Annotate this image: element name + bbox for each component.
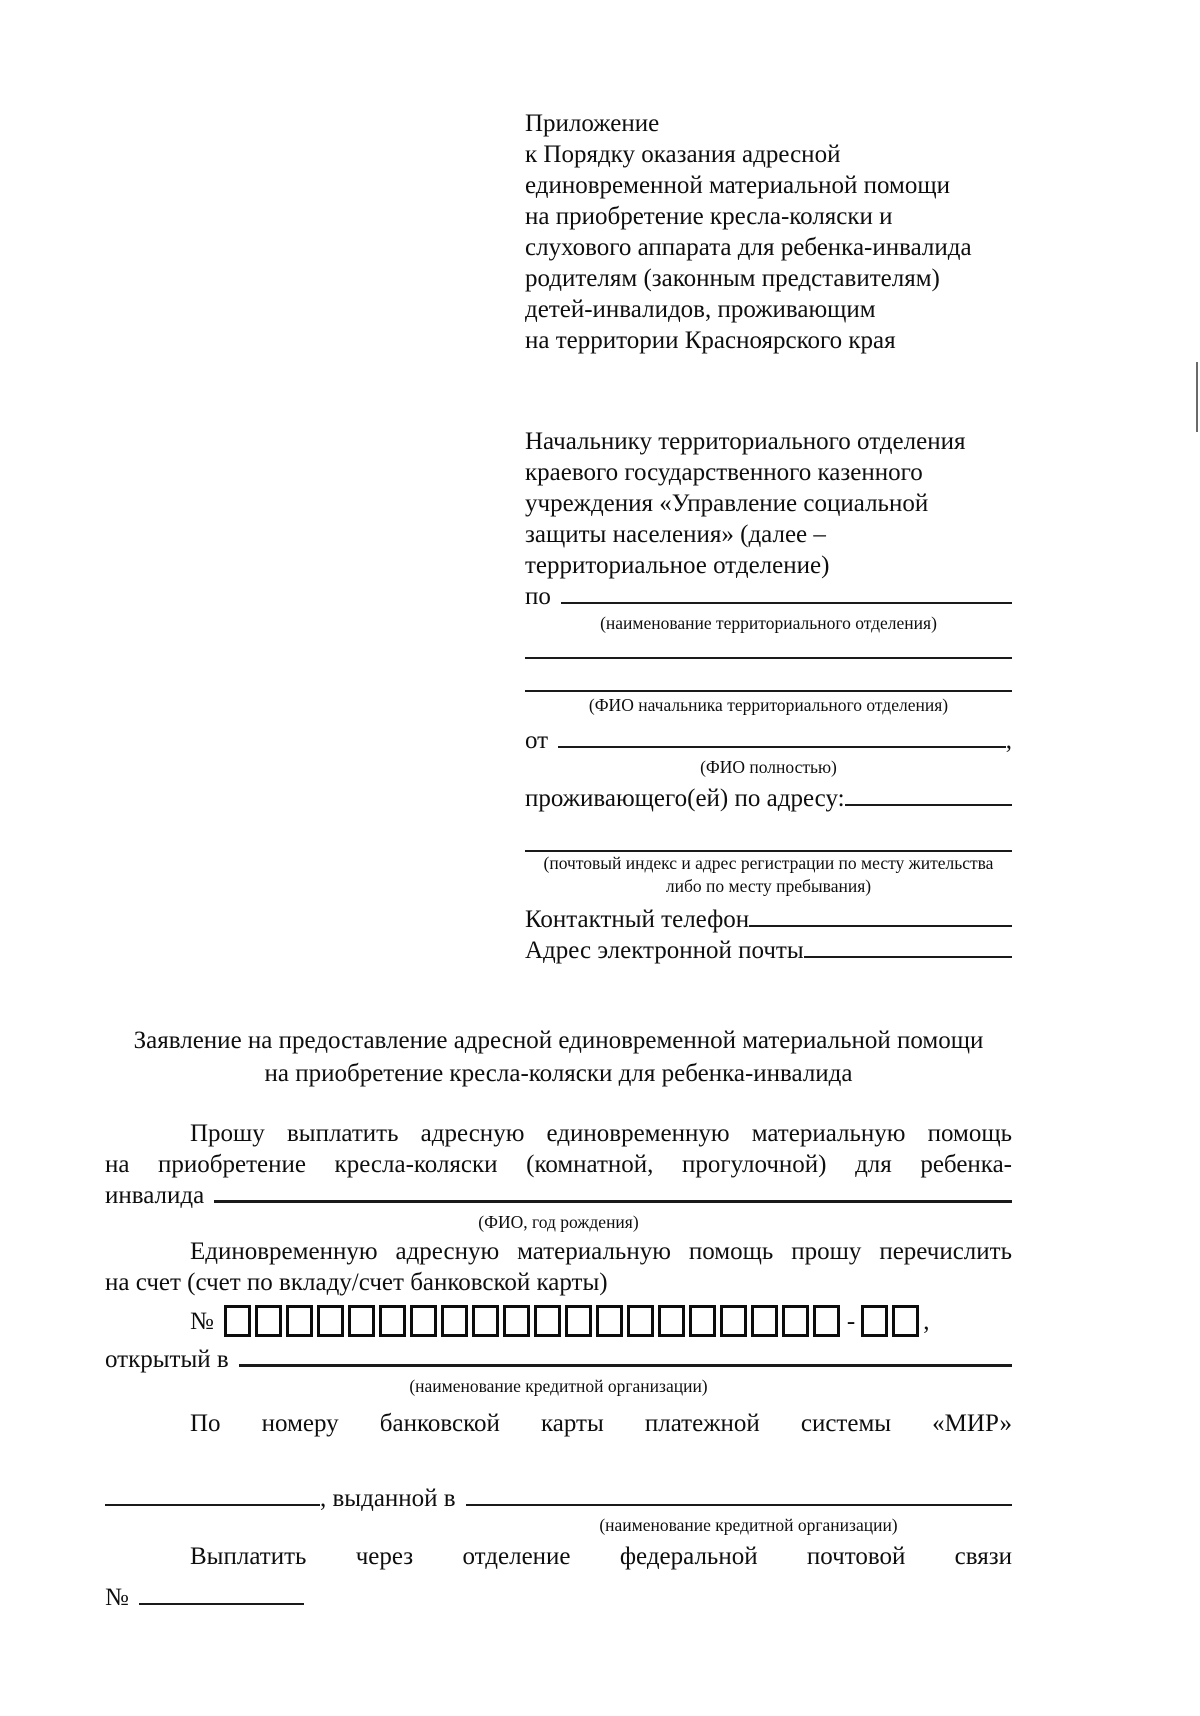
account-digit-cell [861, 1305, 888, 1337]
email-underline [804, 955, 1012, 958]
email-label: Адрес электронной почты [525, 937, 804, 964]
account-comma: , [923, 1307, 930, 1335]
field-applicant-fio [525, 725, 1012, 756]
account-number-sign: № [190, 1307, 214, 1335]
field-phone [525, 904, 1012, 935]
territorial-branch-underline [561, 601, 1012, 604]
blank-line [525, 814, 1012, 852]
appendix-note [525, 108, 1012, 356]
postal-number-sign: № [105, 1584, 129, 1611]
caption-address-line2: либо по месту пребывания) [665, 876, 872, 896]
addressee-block [525, 426, 1012, 966]
account-digit-cell [286, 1305, 313, 1337]
addressee-line: учреждения «Управление социальной [525, 490, 929, 517]
account-digit-cell [379, 1305, 406, 1337]
account-digit-cell [441, 1305, 468, 1337]
account-digit-cell [534, 1305, 561, 1337]
postal-line: Выплатить через отделение федеральной почтовой связи [190, 1543, 1012, 1570]
account-digit-cell [751, 1305, 778, 1337]
account-digit-cell [565, 1305, 592, 1337]
card-bank-underline [466, 1503, 1012, 1506]
caption-address-line1: (почтовый индекс и адрес регистрации по месту жительства [543, 853, 994, 873]
account-digit-cell [720, 1305, 747, 1337]
account-digit-cell [317, 1305, 344, 1337]
caption-child: (ФИО, год рождения) [478, 1212, 639, 1232]
account-digit-cell [689, 1305, 716, 1337]
account-dash: - [846, 1307, 856, 1335]
addressee-line: территориальное отделение) [525, 552, 830, 579]
child-fio-underline [214, 1199, 1012, 1203]
caption-territorial-branch: (наименование территориального отделения) [600, 613, 937, 633]
field-territorial-branch [525, 581, 1012, 612]
request-line: на приобретение кресла-коляски (комнатной, прогулочной) для ребенка- [105, 1151, 1012, 1178]
phone-label: Контактный телефон [525, 906, 750, 933]
account-digit-cell [503, 1305, 530, 1337]
field-child-fio [105, 1180, 1012, 1211]
account-digit-cell [813, 1305, 840, 1337]
caption-bank-1: (наименование кредитной организации) [409, 1376, 708, 1396]
scan-artifact-line [1196, 362, 1198, 432]
form-title-line1: Заявление на предоставление адресной единовременной материальной помощи [133, 1027, 984, 1054]
postal-number-underline [139, 1602, 304, 1605]
field-address [525, 783, 1012, 814]
account-digit-cell [892, 1305, 919, 1337]
account-digit-cell [255, 1305, 282, 1337]
account-digit-cell [658, 1305, 685, 1337]
account-number-row [190, 1302, 1012, 1340]
account-tail-cells [861, 1305, 923, 1337]
appendix-line: к Порядку оказания адресной [525, 141, 841, 168]
applicant-fio-underline [558, 745, 1006, 748]
blank-line [525, 635, 1012, 659]
account-digit-cell [472, 1305, 499, 1337]
address-underline [845, 803, 1012, 806]
comma: , [1005, 727, 1012, 754]
po-label: по [525, 583, 551, 610]
appendix-line: слухового аппарата для ребенка-инвалида [525, 234, 972, 261]
addressee-line: Начальнику территориального отделения [525, 428, 966, 455]
caption-bank-2: (наименование кредитной организации) [599, 1515, 898, 1535]
card-number-underline [105, 1503, 320, 1506]
appendix-line: на приобретение кресла-коляски и [525, 203, 893, 230]
appendix-line: родителям (законным представителям) [525, 265, 940, 292]
account-main-cells [224, 1305, 844, 1337]
caption-fio: (ФИО полностью) [700, 757, 837, 777]
caption-head-fio: (ФИО начальника территориального отделения) [588, 695, 949, 715]
child-prefix: инвалида [105, 1182, 205, 1209]
field-email [525, 935, 1012, 966]
account-digit-cell [410, 1305, 437, 1337]
opened-label: открытый в [105, 1346, 229, 1373]
appendix-line: единовременной материальной помощи [525, 172, 950, 199]
transfer-line: на счет (счет по вкладу/счет банковской карты) [105, 1269, 608, 1296]
field-postal-number [105, 1582, 1012, 1613]
issued-label: , выданной в [320, 1485, 456, 1512]
account-digit-cell [596, 1305, 623, 1337]
transfer-line: Единовременную адресную материальную помощь прошу перечислить [190, 1238, 1012, 1265]
appendix-line: детей-инвалидов, проживающим [525, 296, 876, 323]
addressee-line: защиты населения» (далее – [525, 521, 826, 548]
form-body [105, 1118, 1012, 1613]
blank-line [525, 659, 1012, 692]
field-card-number [105, 1483, 1012, 1514]
address-label: проживающего(ей) по адресу: [525, 785, 845, 812]
appendix-line: на территории Красноярского края [525, 327, 896, 354]
phone-underline [749, 924, 1012, 927]
field-bank-name [105, 1344, 1012, 1375]
account-digit-cell [348, 1305, 375, 1337]
appendix-line: Приложение [525, 110, 660, 137]
account-digit-cell [782, 1305, 809, 1337]
addressee-line: краевого государственного казенного [525, 459, 923, 486]
form-title [105, 1024, 1012, 1090]
request-line: Прошу выплатить адресную единовременную материальную помощь [190, 1120, 1012, 1147]
account-digit-cell [224, 1305, 251, 1337]
ot-label: от [525, 727, 549, 754]
account-digit-cell [627, 1305, 654, 1337]
mir-payment-line: По номеру банковской карты платежной системы «МИР» [190, 1410, 1012, 1437]
form-title-line2: на приобретение кресла-коляски для ребенка-инвалида [264, 1060, 853, 1087]
bank-name-underline [239, 1363, 1012, 1367]
